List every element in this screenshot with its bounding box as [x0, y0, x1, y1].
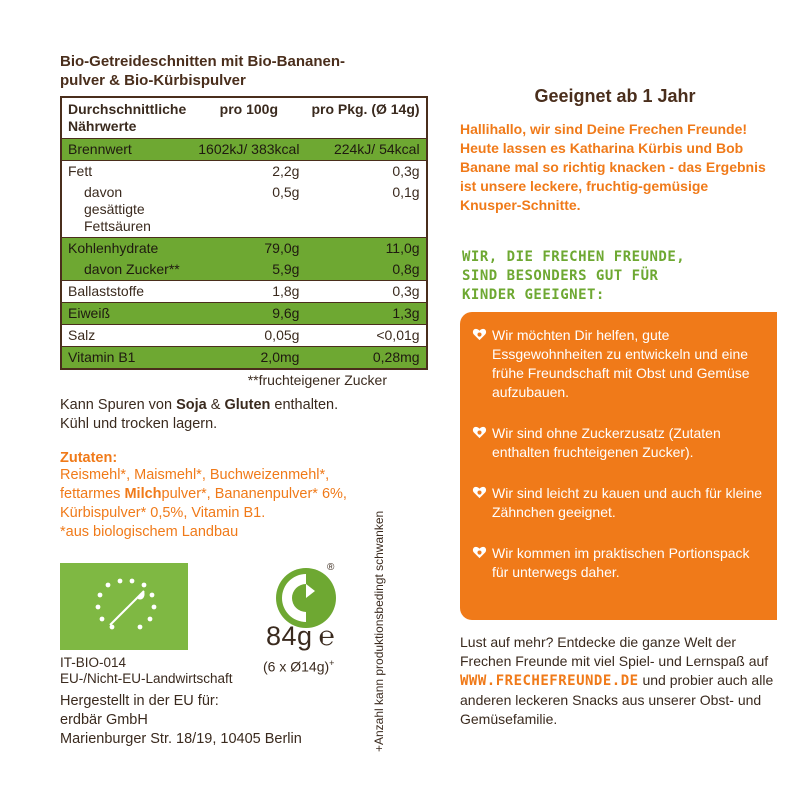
nutrition-value-pack: 224kJ/ 54kcal	[305, 139, 426, 161]
allergen-gluten: Gluten	[224, 397, 271, 413]
heart-icon	[472, 425, 487, 440]
nutrition-label: Eiweiß	[61, 303, 192, 325]
nutrition-header-col2: pro Pkg. (Ø 14g)	[311, 101, 420, 117]
nutrition-value-pack: 0,3g	[392, 163, 420, 179]
age-title: Geeignet ab 1 Jahr	[534, 86, 696, 106]
benefit-text: Wir möchten Dir helfen, gute Essgewohnheiten zu entwickeln und eine frühe Freundschaft mit Obst und Gemüse aufzubauen.	[492, 327, 750, 400]
nutrition-row	[61, 325, 427, 347]
registered-mark: ®	[327, 562, 335, 573]
website-link[interactable]: WWW.FRECHEFREUNDE.DE	[460, 673, 639, 689]
nutrition-label: Kohlenhydrate	[61, 238, 192, 260]
pack-count: (6 x Ø14g)+	[263, 658, 335, 675]
heart-icon	[472, 485, 487, 500]
nutrition-row	[61, 259, 427, 281]
nutrition-label: davon gesättigte Fettsäuren	[84, 184, 151, 234]
outro-text: Lust auf mehr? Entdecke die ganze Welt der Frechen Freunde mit viel Spiel- und Lernspaß auf WWW.FRECHEFREUNDE.DE und probier auch alle anderen leckeren Snacks aus unserer Obst- und Gemüsefamilie.	[460, 634, 774, 727]
estimated-sign: ℮	[318, 621, 336, 651]
organic-footnote: *aus biologischem Landbau	[60, 524, 239, 540]
nutrition-value-100g: 79,0g	[192, 238, 305, 260]
nutrition-value-100g: 1,8g	[272, 283, 300, 299]
nutrition-label: Ballaststoffe	[68, 283, 145, 299]
nutrition-value-100g: 2,0mg	[192, 347, 305, 370]
nutrition-value-100g: 9,6g	[192, 303, 305, 325]
nutrition-row	[61, 347, 427, 370]
net-weight: 84g ℮	[266, 621, 336, 651]
product-title: Bio-Getreideschnitten mit Bio-Bananen-pulver & Bio-Kürbispulver	[60, 53, 346, 89]
nutrition-value-pack: 0,3g	[392, 283, 420, 299]
nutrition-value-100g: 5,9g	[192, 259, 305, 281]
manufacturer-info: Hergestellt in der EU für: erdbär GmbH Marienburger Str. 18/19, 10405 Berlin	[60, 693, 302, 747]
nutrition-footnote: **fruchteigener Zucker	[247, 372, 387, 388]
nutrition-value-pack: 11,0g	[305, 238, 426, 260]
green-dot-recycle-icon	[275, 567, 337, 629]
nutrition-label: Fett	[68, 163, 93, 179]
nutrition-label: Vitamin B1	[61, 347, 192, 370]
nutrition-header-col1: pro 100g	[219, 101, 279, 117]
bio-control-code: IT-BIO-014 EU-/Nicht-EU-Landwirtschaft	[60, 655, 233, 686]
nutrition-header-label: Durchschnittliche Nährwerte	[68, 101, 187, 134]
allergen-info: Kann Spuren von Soja & Gluten enthalten. Kühl und trocken lagern.	[60, 397, 339, 432]
allergen-soja: Soja	[176, 397, 207, 413]
benefit-item	[472, 326, 765, 402]
nutrition-row	[61, 182, 427, 238]
nutrition-value-pack: 0,28mg	[305, 347, 426, 370]
nutrition-header-row	[61, 97, 427, 139]
benefit-item	[472, 484, 765, 522]
nutrition-value-100g: 0,5g	[272, 184, 300, 200]
nutrition-value-pack: 1,3g	[305, 303, 426, 325]
nutrition-value-100g: 2,2g	[272, 163, 300, 179]
benefit-item	[472, 544, 765, 582]
benefits-panel	[460, 312, 777, 620]
benefit-text: Wir sind leicht zu kauen und auch für kleine Zähnchen geeignet.	[492, 485, 763, 520]
nutrition-row	[61, 281, 427, 303]
benefit-item	[472, 424, 765, 462]
eu-organic-logo	[60, 563, 188, 650]
nutrition-value-100g: 1602kJ/ 383kcal	[192, 139, 305, 161]
left-column	[60, 52, 420, 542]
nutrition-row	[61, 139, 427, 161]
intro-text: Hallihallo, wir sind Deine Frechen Freunde! Heute lassen es Katharina Kürbis und Bob Banane mal so richtig knacken - das Ergebnis ist unsere leckere, fruchtig-gemüsige Knusper-Schnitte.	[460, 121, 766, 213]
storage-note: Kühl und trocken lagern.	[60, 416, 218, 432]
ingredients-title: Zutaten:	[60, 450, 118, 466]
heart-icon	[472, 327, 487, 342]
ingredients-list: Reismehl*, Maismehl*, Buchweizenmehl*, fettarmes Milchpulver*, Bananenpulver* 6%, Kürbispulver* 0,5%, Vitamin B1.	[60, 467, 347, 521]
nutrition-value-pack: <0,01g	[376, 327, 420, 343]
nutrition-row	[61, 303, 427, 325]
benefit-text: Wir kommen im praktischen Portionspack für unterwegs daher.	[492, 545, 750, 580]
benefit-text: Wir sind ohne Zuckerzusatz (Zutaten enthalten fruchteigenen Zucker).	[492, 425, 721, 460]
nutrition-label: Brennwert	[61, 139, 192, 161]
nutrition-value-pack: 0,1g	[392, 184, 420, 200]
heart-icon	[472, 545, 487, 560]
nutrition-row	[61, 238, 427, 260]
nutrition-value-100g: 0,05g	[264, 327, 300, 343]
nutrition-row	[61, 161, 427, 183]
rotated-count-note: +Anzahl kann produktionsbedingt schwanken	[372, 510, 386, 752]
nutrition-label: davon Zucker**	[61, 259, 192, 281]
nutrition-label: Salz	[68, 327, 96, 343]
handwritten-claim: WIR, DIE FRECHEN FREUNDE, SIND BESONDERS GUT FÜR KINDER GEEIGNET:	[462, 249, 686, 303]
nutrition-value-pack: 0,8g	[305, 259, 426, 281]
nutrition-table	[60, 96, 428, 370]
